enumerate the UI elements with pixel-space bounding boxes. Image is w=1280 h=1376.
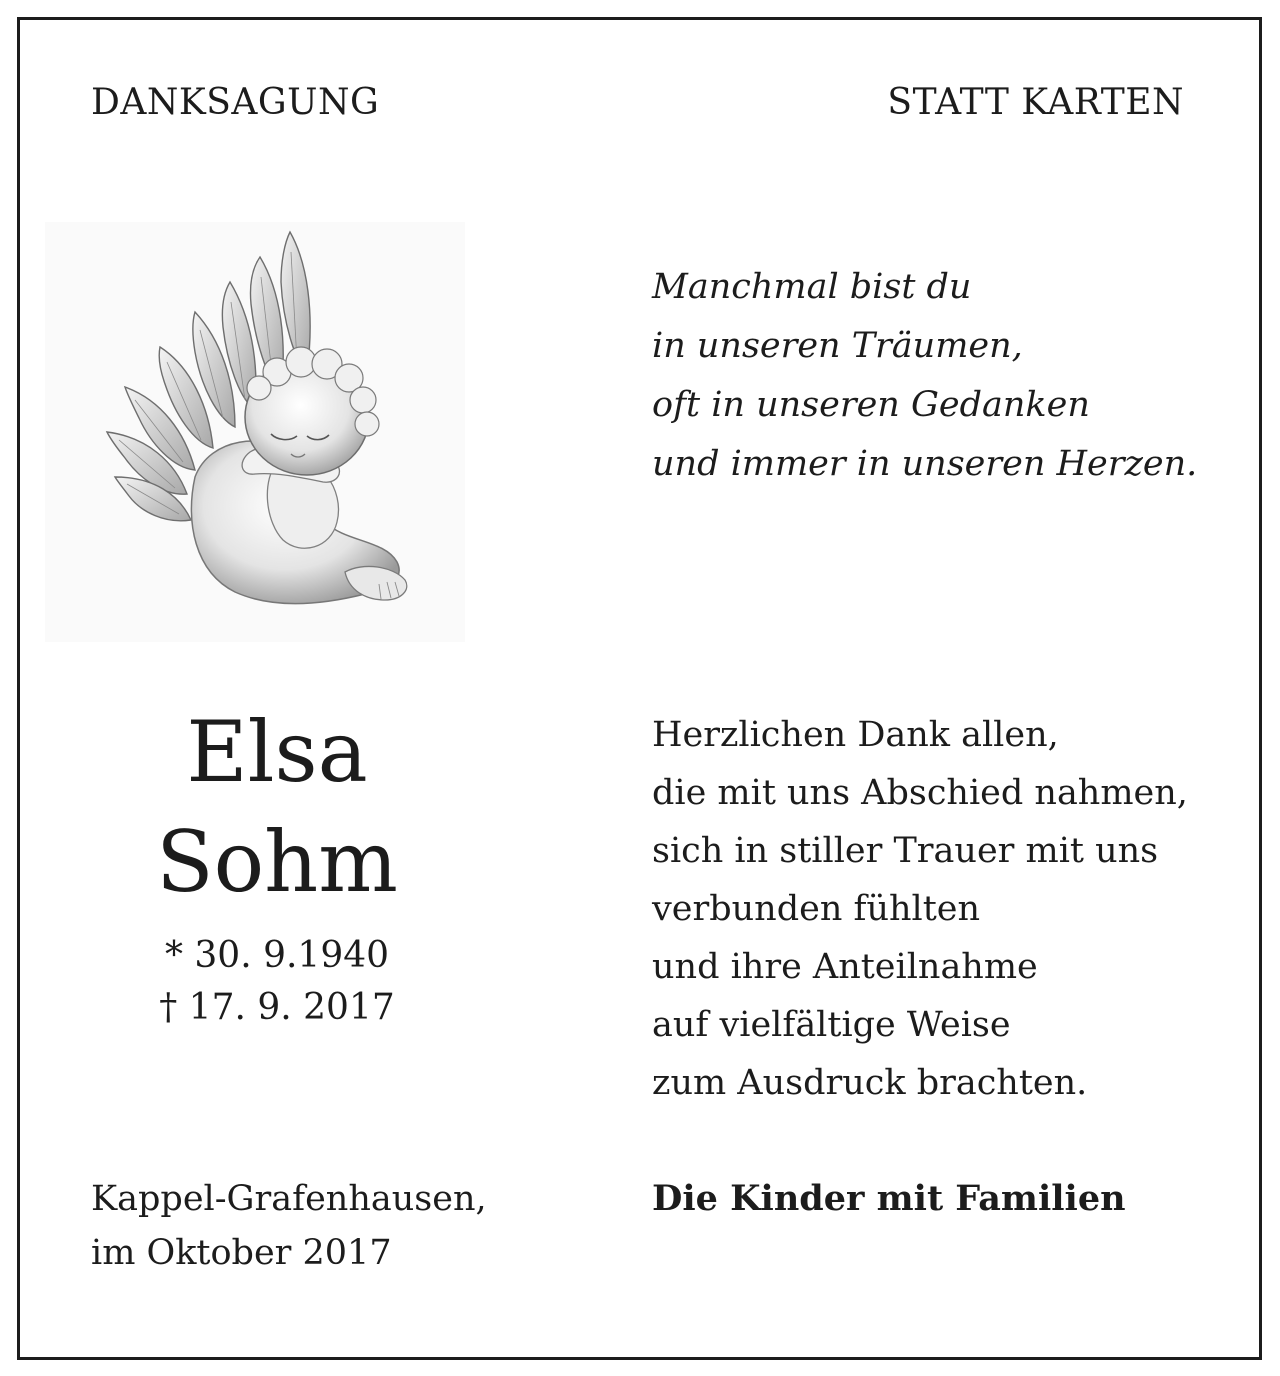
place-and-date [91,1172,487,1280]
memorial-poem [652,258,1197,494]
place-line: Kappel-Grafenhausen, [91,1179,487,1219]
death-date: † 17. 9. 2017 [159,987,395,1028]
notice-border [17,17,1262,1360]
thanks-line: sich in stiller Trauer mit uns [652,831,1159,871]
thanks-line: und ihre Anteilnahme [652,947,1038,987]
poem-line: und immer in unseren Herzen. [652,444,1198,484]
angel-icon [45,222,465,642]
poem-line: oft in unseren Gedanken [652,385,1090,425]
thanks-line: zum Ausdruck brachten. [652,1063,1088,1103]
thanks-text [652,706,1188,1112]
thanks-line: Herzlichen Dank allen, [652,715,1059,755]
notice-heading: DANKSAGUNG [91,82,380,123]
date-line: im Oktober 2017 [91,1233,392,1273]
thanks-line: auf vielfältige Weise [652,1005,1011,1045]
deceased-first-name: Elsa [186,703,368,801]
birth-date: * 30. 9.1940 [164,935,390,976]
life-dates [92,930,462,1034]
poem-line: Manchmal bist du [652,267,972,307]
poem-line: in unseren Träumen, [652,326,1023,366]
notice-heading-right: STATT KARTEN [887,82,1184,123]
thanks-line: die mit uns Abschied nahmen, [652,773,1188,813]
thanks-line: verbunden fühlten [652,889,981,929]
deceased-last-name: Sohm [156,813,398,911]
signoff: Die Kinder mit Familien [652,1178,1126,1219]
